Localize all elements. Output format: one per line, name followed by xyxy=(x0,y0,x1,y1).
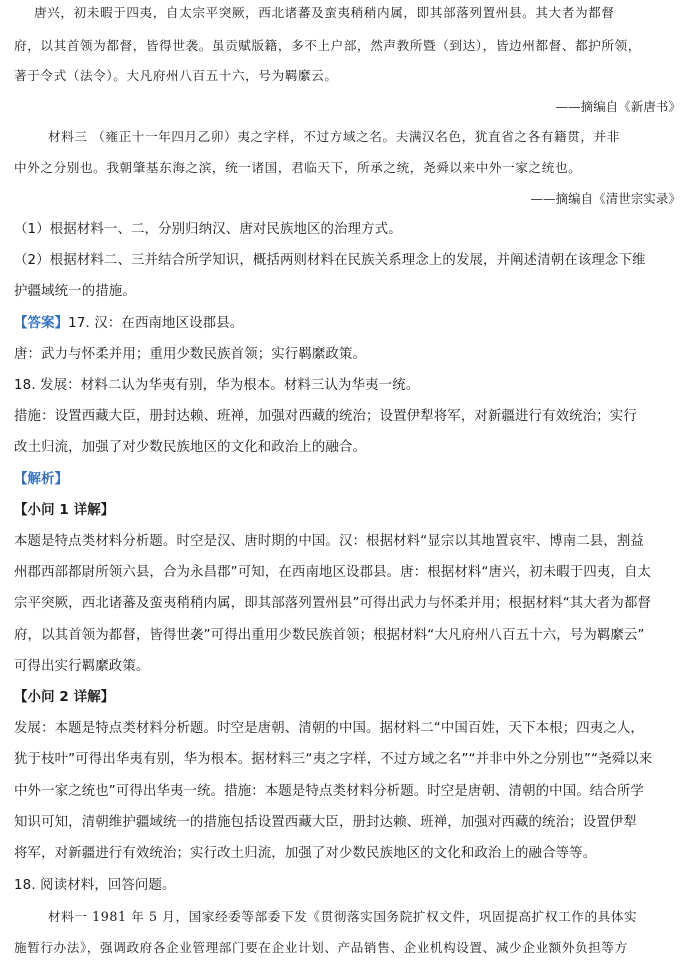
material2-line-3: 著于令式（法令）。大凡府州八百五十六，号为羁縻云。 xyxy=(14,68,338,83)
material2-line-1: 唐兴，初未暇于四夷，自太宗平突厥，西北诸蕃及蛮夷稍稍内属，即其部落列置州县。其大者为都督 xyxy=(34,5,615,20)
sub2-tag: 【小问 2 详解】 xyxy=(14,690,115,705)
material3-source: ——摘编自《清世宗实录》 xyxy=(530,191,681,206)
answer-line-4: 措施：设置西藏大臣，册封达赖、班禅，加强对西藏的统治；设置伊犁将军，对新疆进行有效统治；实行 xyxy=(14,409,637,424)
sub1-line-3: 宗平突厥，西北诸蕃及蛮夷稍稍内属，即其部落列置州县”可得出武力与怀柔并用；根据材料“其大者为都督 xyxy=(14,596,652,611)
sub1-line-2: 州郡西部都尉所领六县，合为永昌郡”可知，在西南地区设郡县。唐：根据材料“唐兴，初未暇于四夷，自太 xyxy=(14,565,652,580)
question-2-line-1: （2）根据材料二、三并结合所学知识，概括两则材料在民族关系理念上的发展，并阐述清朝在该理念下维 xyxy=(14,253,646,268)
sub2-line-3: 中外一家之统也”可得出华夷一统。措施：本题是特点类材料分析题。时空是唐朝、清朝的中国。结合所学 xyxy=(14,784,644,799)
material3-line-2: 中外之分别也。我朝肇基东海之滨，统一诸国，君临天下，所承之统，尧舜以来中外一家之统也。 xyxy=(14,160,582,175)
answer-line-2: 唐：武力与怀柔并用；重用少数民族首领；实行羁縻政策。 xyxy=(14,347,367,362)
sub2-line-1: 发展：本题是特点类材料分析题。时空是唐朝、清朝的中国。据材料二“中国百姓，天下本根；四夷之人， xyxy=(14,721,644,736)
sub2-line-4: 知识可知，清朝维护疆域统一的措施包括设置西藏大臣，册封达赖、班禅，加强对西藏的统治；设置伊犁 xyxy=(14,815,637,830)
question-2-line-2: 护疆域统一的措施。 xyxy=(14,284,136,299)
answer-line-3: 18. 发展：材料二认为华夷有别，华为根本。材料三认为华夷一统。 xyxy=(14,378,420,393)
answer-text-1: 17. 汉：在西南地区设郡县。 xyxy=(68,316,244,331)
sub1-tag: 【小问 1 详解】 xyxy=(14,503,115,518)
new-material1-line-2: 施暂行办法》，强调政府各企业管理部门要在企业计划、产品销售、企业机构设置、减少企业额外负担等方 xyxy=(14,940,628,955)
sub1-line-1: 本题是特点类材料分析题。时空是汉、唐时期的中国。汉：根据材料“显宗以其地置哀牢、博南二县，割益 xyxy=(14,534,644,549)
sub2-line-2: 犹于枝叶”可得出华夷有别，华为根本。据材料三“夷之字样，不过方域之名”“并非中外之分别也”“尧舜以来 xyxy=(14,752,653,767)
new-material1-line-1: 材料一 1981 年 5 月，国家经委等部委下发《贯彻落实国务院扩权文件，巩固提高扩权工作的具体实 xyxy=(48,909,638,924)
question-18-heading: 18. 阅读材料，回答问题。 xyxy=(14,878,176,893)
answer-line-5: 改土归流，加强了对少数民族地区的文化和政治上的融合。 xyxy=(14,440,367,455)
material2-source: ——摘编自《新唐书》 xyxy=(555,99,681,114)
answer-line-1 xyxy=(14,314,681,334)
question-1: （1）根据材料一、二，分别归纳汉、唐对民族地区的治理方式。 xyxy=(14,222,402,237)
answer-tag: 【答案】 xyxy=(14,316,69,331)
sub2-line-5: 将军，对新疆进行有效统治；实行改土归流，加强了对少数民族地区的文化和政治上的融合等等。 xyxy=(14,846,597,861)
analysis-tag: 【解析】 xyxy=(14,472,69,487)
sub1-line-5: 可得出实行羁縻政策。 xyxy=(14,659,150,674)
material3-line-1: 材料三 （雍正十一年四月乙卯）夷之字样，不过方域之名。夫满汉名色，犹直省之各有籍贯，并非 xyxy=(48,129,620,144)
material2-line-2: 府，以其首领为都督，皆得世袭。虽贡赋版籍，多不上户部，然声教所暨（到达），皆边州都督、都护所领， xyxy=(14,38,641,53)
sub1-line-4: 府，以其首领为都督，皆得世袭”可得出重用少数民族首领；根据材料“大凡府州八百五十六，号为羁縻云” xyxy=(14,628,645,643)
